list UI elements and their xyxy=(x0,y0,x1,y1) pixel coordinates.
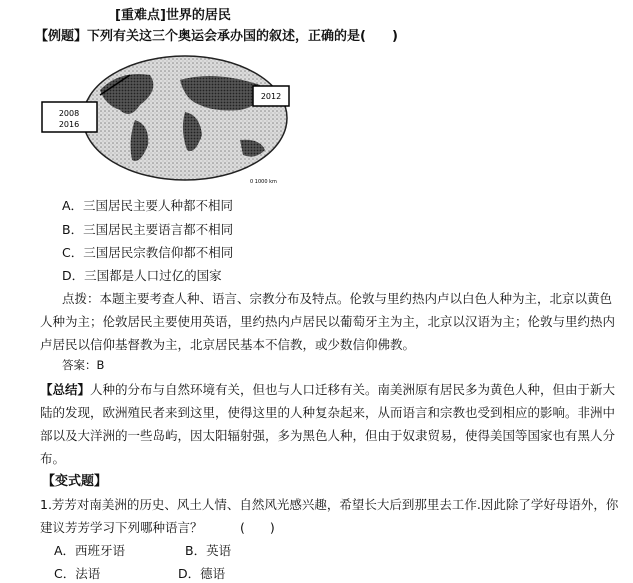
map-label-left: 2008 xyxy=(58,109,80,118)
summary-paragraph xyxy=(40,378,620,470)
example-option-d: D．三国都是人口过亿的国家 xyxy=(62,268,222,283)
summary-tag: 【总结】 xyxy=(40,382,91,397)
example-tag: 【例题】 xyxy=(35,29,88,44)
variant-option-a: A．西班牙语 xyxy=(54,543,126,558)
example-option-c: C．三国居民宗教信仰都不相同 xyxy=(62,245,234,260)
analysis-line-3: 卢居民以信仰基督教为主，北京居民基本不信教，或少数信仰佛教。 xyxy=(40,337,416,352)
analysis-line-1: 点拨：本题主要考查人种、语言、宗教分布及特点。伦敦与里约热内卢以白色人种为主，北京以黄色 xyxy=(62,291,613,306)
world-map xyxy=(40,50,290,190)
map-label-left-lower: 2016 xyxy=(58,120,80,129)
variant-option-c: C．法语 xyxy=(54,566,101,581)
example-option-b: B．三国居民主要语言都不相同 xyxy=(62,222,234,237)
example-option-a: A．三国居民主要人种都不相同 xyxy=(62,198,234,213)
world-map-graphic xyxy=(40,50,290,190)
analysis-line-2: 人种为主；伦敦居民主要使用英语，里约热内卢居民以葡萄牙主为主，北京以汉语为主；伦敦与里约热内 xyxy=(40,314,616,329)
example-question-text: 下列有关这三个奥运会承办国的叙述，正确的是( ) xyxy=(87,29,398,44)
variant-heading: 【变式题】 xyxy=(42,474,108,489)
map-label-right: 2012 xyxy=(260,92,282,101)
example-answer: 答案：B xyxy=(62,358,105,372)
map-scale: 0 1000 km xyxy=(250,179,277,185)
variant-option-d: D．德语 xyxy=(178,566,226,581)
variant-option-b: B．英语 xyxy=(185,543,232,558)
variant-question-1: 1.芳芳对南美洲的历史、风土人情、自然风光感兴趣，希望长大后到那里去工作.因此除了学好母语外，你建议芳芳学习下列哪种语言？ ( ) xyxy=(40,497,619,535)
example-question xyxy=(35,25,398,44)
page-title: [重难点]世界的居民 xyxy=(115,8,231,23)
summary-text: 人种的分布与自然环境有关，但也与人口迁移有关。南美洲原有居民多为黄色人种，但由于新大陆的发现，欧洲殖民者来到这里，使得这里的人种复杂起来，从而语言和宗教也受到相应的影响。非洲中部以及大洋洲的一些岛屿，因太阳辐射强，多为黑色人种，但由于奴隶贸易，使得美国等国家也有黑人分布。 xyxy=(40,382,616,466)
